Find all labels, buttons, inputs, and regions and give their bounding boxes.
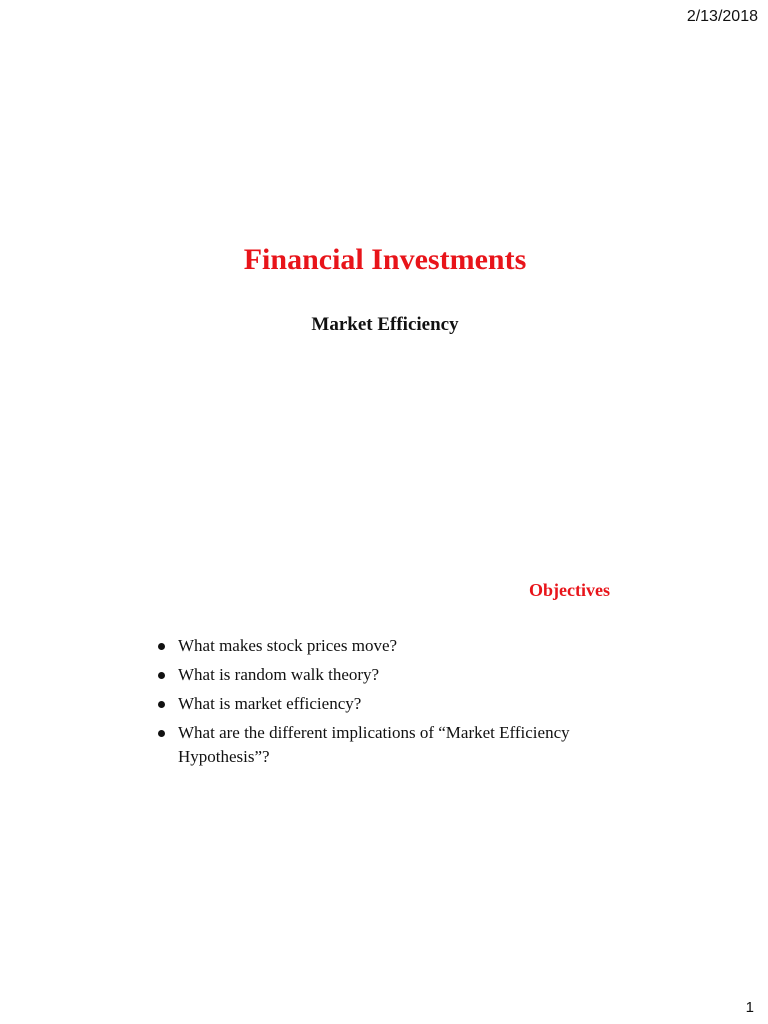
bullet-icon bbox=[158, 672, 165, 679]
bullet-icon bbox=[158, 730, 165, 737]
page-number: 1 bbox=[745, 999, 754, 1016]
objectives-heading: Objectives bbox=[529, 580, 610, 600]
slide-title: Financial Investments bbox=[243, 243, 527, 276]
list-item bbox=[156, 663, 596, 687]
slide-subtitle: Market Efficiency bbox=[311, 314, 459, 335]
list-item bbox=[156, 692, 596, 716]
bullet-icon bbox=[158, 701, 165, 708]
list-item-text: What are the different implications of “Market Efficiency Hypothesis”? bbox=[178, 723, 570, 766]
title-slide bbox=[140, 60, 630, 500]
list-item-text: What makes stock prices move? bbox=[178, 636, 398, 655]
objectives-slide bbox=[140, 560, 630, 820]
list-item-text: What is random walk theory? bbox=[178, 665, 380, 684]
list-item-text: What is market efficiency? bbox=[178, 694, 362, 713]
bullet-icon bbox=[158, 643, 165, 650]
page-date: 2/13/2018 bbox=[686, 8, 758, 25]
list-item bbox=[156, 634, 596, 658]
objectives-list bbox=[156, 634, 596, 774]
list-item bbox=[156, 721, 596, 769]
